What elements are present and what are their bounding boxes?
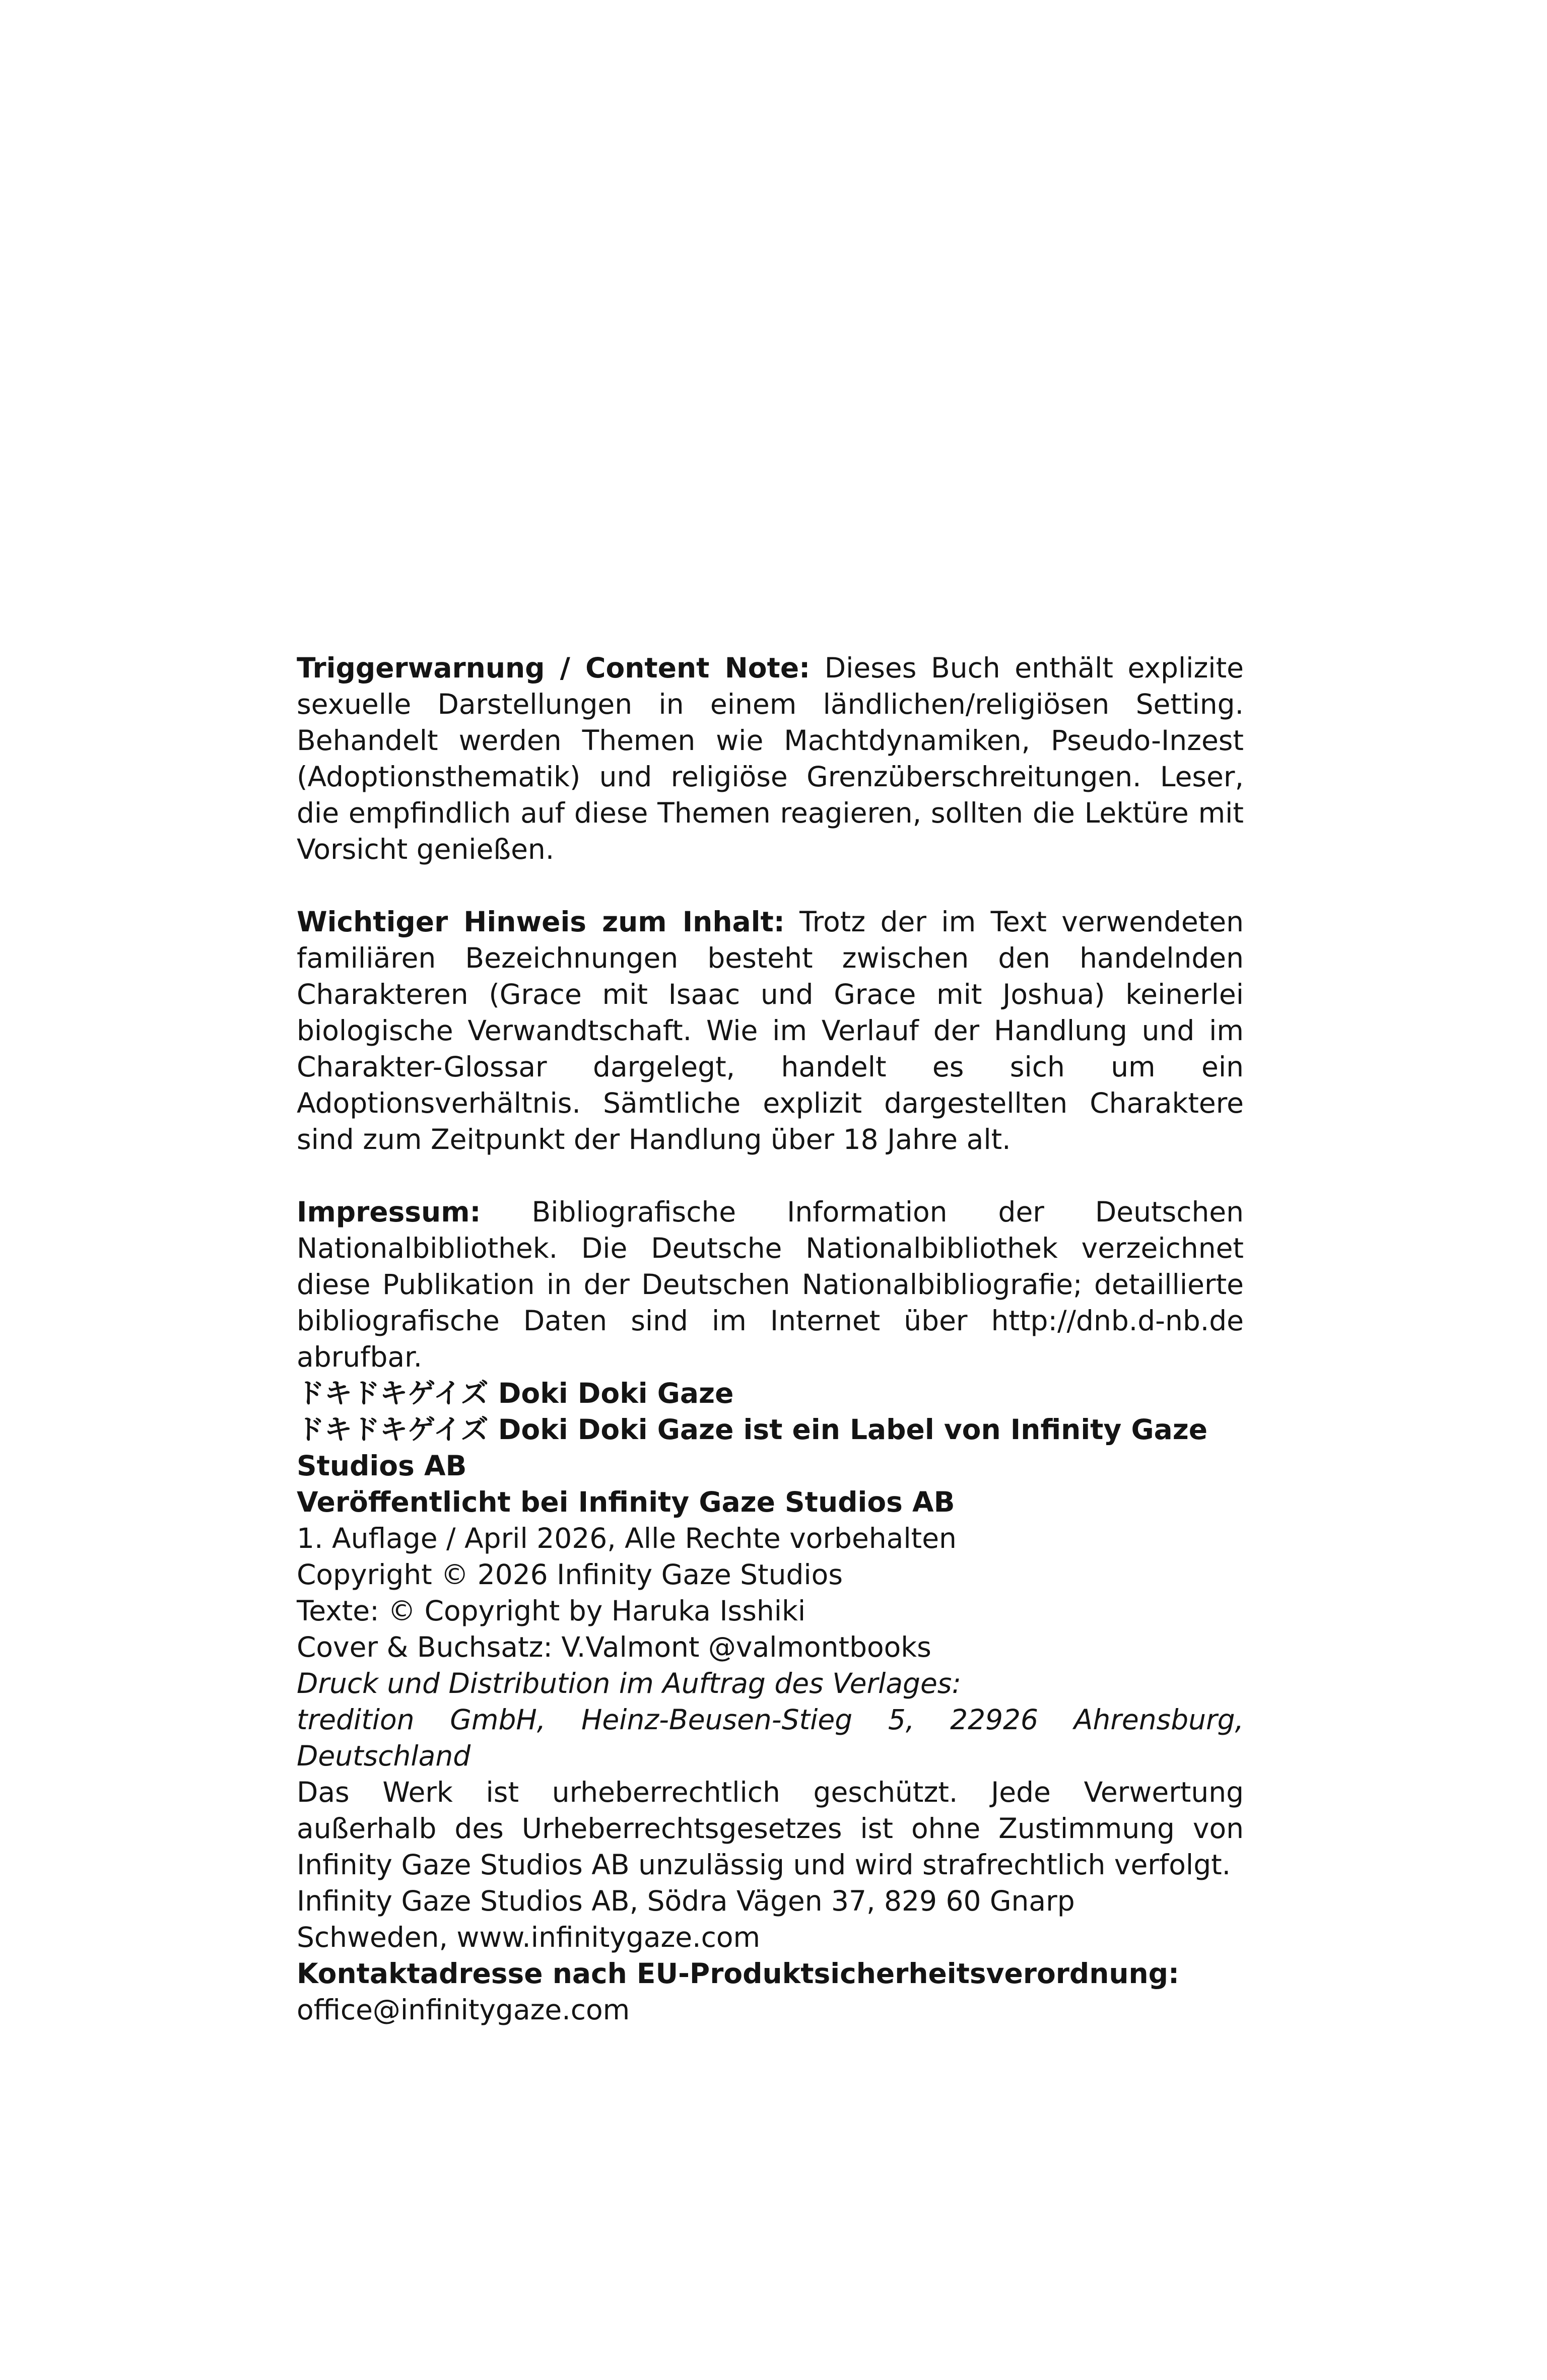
trigger-warning-paragraph (297, 650, 1244, 867)
edition-line: 1. Auflage / April 2026, Alle Rechte vorbehalten (297, 1522, 957, 1554)
label-jp-text: ドキドキゲイズ (297, 1413, 489, 1446)
spacer (297, 867, 1244, 904)
brand-name: Doki Doki Gaze (488, 1377, 734, 1409)
copyright-line: Copyright © 2026 Infinity Gaze Studios (297, 1558, 843, 1591)
impressum-text: Bibliografische Information der Deutschen Nationalbibliothek. Die Deutsche Nationalbibliothek verzeichnet diese Publikation in der Deutschen Nationalbibliografie; detaillierte bibliografische Daten sind im Internet über http://dnb.d-nb.de abrufbar. (297, 1196, 1244, 1373)
content-notice-label: Wichtiger Hinweis zum Inhalt: (297, 906, 785, 938)
print-label-line: Druck und Distribution im Auftrag des Verlages: (297, 1667, 961, 1699)
impressum-label: Impressum: (297, 1196, 481, 1228)
trigger-warning-label: Triggerwarnung / Content Note: (297, 652, 811, 684)
print-address-line: tredition GmbH, Heinz-Beusen-Stieg 5, 22926 Ahrensburg, Deutschland (297, 1704, 1244, 1772)
label-text: Doki Doki Gaze ist ein Label von Infinity Gaze Studios AB (297, 1413, 1208, 1482)
address-line-1: Infinity Gaze Studios AB, Södra Vägen 37, 829 60 Gnarp (297, 1885, 1075, 1917)
publisher-line: Veröffentlicht bei Infinity Gaze Studios AB (297, 1486, 955, 1518)
impressum-paragraph (297, 1194, 1244, 1375)
label-line (297, 1411, 1244, 1484)
address-line-2: Schweden, www.infinitygaze.com (297, 1921, 761, 1953)
texts-copyright-line: Texte: © Copyright by Haruka Isshiki (297, 1595, 806, 1627)
brand-jp-text: ドキドキゲイズ (297, 1377, 489, 1409)
contact-email-line: office@infinitygaze.com (297, 1994, 630, 2026)
cover-credit-line: Cover & Buchsatz: V.Valmont @valmontbooks (297, 1631, 931, 1663)
imprint-content (297, 650, 1244, 2028)
contact-label-line: Kontaktadresse nach EU-Produktsicherheitsverordnung: (297, 1957, 1180, 1990)
content-notice-paragraph (297, 904, 1244, 1158)
content-notice-text: Trotz der im Text verwendeten familiären Bezeichnungen besteht zwischen den handelnden Charakteren (Grace mit Isaac und Grace mit Joshua) keinerlei biologische Verwandtschaft. Wie im Verlauf der Handlung und im Charakter-Glossar dargelegt, handelt es sich um ein Adoptionsverhältnis. Sämtliche explizit dargestellten Charaktere sind zum Zeitpunkt der Handlung über 18 Jahre alt. (297, 906, 1244, 1155)
spacer (297, 1158, 1244, 1194)
rights-paragraph: Das Werk ist urheberrechtlich geschützt. Jede Verwertung außerhalb des Urheberrechtsgesetzes ist ohne Zustimmung von Infinity Gaze Studios AB unzulässig und wird strafrechtlich verfolgt. (297, 1776, 1244, 1881)
brand-line (297, 1375, 1244, 1411)
trigger-warning-text: Dieses Buch enthält explizite sexuelle Darstellungen in einem ländlichen/religiösen Setting. Behandelt werden Themen wie Machtdynamiken, Pseudo-Inzest (Adoptionsthematik) und religiöse Grenzüberschreitungen. Leser, die empfindlich auf diese Themen reagieren, sollten die Lektüre mit Vorsicht genießen. (297, 652, 1244, 865)
